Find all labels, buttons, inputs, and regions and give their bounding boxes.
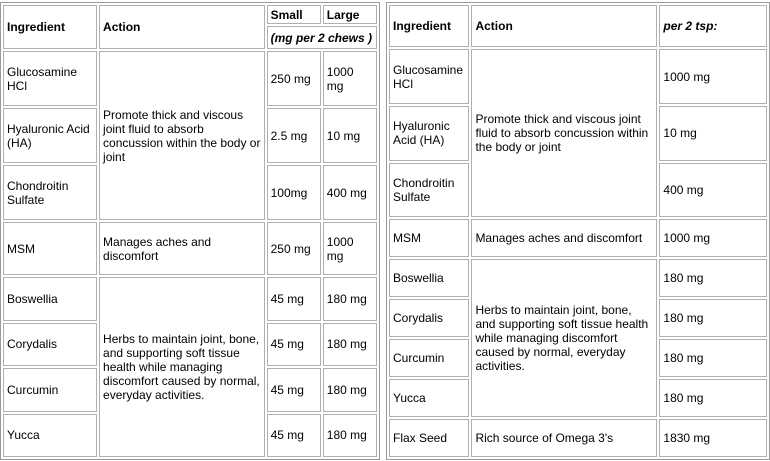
action-cell: Herbs to maintain joint, bone, and supporting soft tissue health while managing discomfort caused by normal, everyday activities. [99, 277, 265, 457]
header-action: Action [471, 5, 657, 47]
header-ingredient: Ingredient [389, 5, 469, 47]
dose-cell: 10 mg [659, 106, 767, 161]
ingredient-cell: Corydalis [389, 299, 469, 337]
ingredient-cell: Glucosamine HCl [389, 49, 469, 104]
ingredient-cell: MSM [3, 222, 97, 275]
header-dose-unit: (mg per 2 chews ) [267, 26, 377, 49]
ingredient-cell: MSM [389, 219, 469, 257]
ingredient-cell: Yucca [389, 379, 469, 417]
small-dose-cell: 100mg [267, 165, 321, 220]
table-row [389, 419, 767, 457]
small-dose-cell: 250 mg [267, 51, 321, 106]
action-cell: Manages aches and discomfort [99, 222, 265, 275]
header-action: Action [99, 5, 265, 49]
large-dose-cell: 180 mg [323, 368, 377, 411]
ingredient-cell: Flax Seed [389, 419, 469, 457]
table-row [389, 259, 767, 297]
table-row [3, 277, 377, 320]
table-row [389, 219, 767, 257]
ingredient-cell: Yucca [3, 414, 97, 457]
header-large: Large [323, 5, 377, 24]
header-row [389, 5, 767, 47]
ingredient-cell: Hyaluronic Acid (HA) [3, 108, 97, 163]
header-ingredient: Ingredient [3, 5, 97, 49]
ingredient-cell: Boswellia [389, 259, 469, 297]
large-dose-cell: 1000 mg [323, 222, 377, 275]
small-dose-cell: 2.5 mg [267, 108, 321, 163]
table-row [3, 51, 377, 106]
header-row [3, 5, 377, 24]
ingredient-cell: Chondroitin Sulfate [3, 165, 97, 220]
large-dose-cell: 10 mg [323, 108, 377, 163]
large-dose-cell: 180 mg [323, 323, 377, 366]
large-dose-cell: 180 mg [323, 277, 377, 320]
small-dose-cell: 45 mg [267, 368, 321, 411]
ingredient-cell: Glucosamine HCl [3, 51, 97, 106]
dose-cell: 180 mg [659, 299, 767, 337]
table-row [3, 222, 377, 275]
ingredient-cell: Chondroitin Sulfate [389, 163, 469, 218]
ingredient-cell: Curcumin [3, 368, 97, 411]
header-small: Small [267, 5, 321, 24]
action-cell: Promote thick and viscous joint fluid to absorb concussion within the body or joint [99, 51, 265, 220]
table-row [389, 49, 767, 104]
dose-cell: 400 mg [659, 163, 767, 218]
small-dose-cell: 45 mg [267, 414, 321, 457]
small-dose-cell: 250 mg [267, 222, 321, 275]
left-ingredient-table [0, 2, 380, 460]
action-cell: Rich source of Omega 3's [471, 419, 657, 457]
action-cell: Promote thick and viscous joint fluid to absorb concussion within the body or joint [471, 49, 657, 217]
large-dose-cell: 1000 mg [323, 51, 377, 106]
action-cell: Manages aches and discomfort [471, 219, 657, 257]
right-ingredient-table [386, 2, 770, 460]
small-dose-cell: 45 mg [267, 323, 321, 366]
header-dose: per 2 tsp: [659, 5, 767, 47]
ingredient-cell: Hyaluronic Acid (HA) [389, 106, 469, 161]
dose-cell: 1000 mg [659, 49, 767, 104]
large-dose-cell: 180 mg [323, 414, 377, 457]
large-dose-cell: 400 mg [323, 165, 377, 220]
dose-cell: 1830 mg [659, 419, 767, 457]
dose-cell: 180 mg [659, 379, 767, 417]
ingredient-cell: Boswellia [3, 277, 97, 320]
small-dose-cell: 45 mg [267, 277, 321, 320]
dose-cell: 180 mg [659, 259, 767, 297]
action-cell: Herbs to maintain joint, bone, and supporting soft tissue health while managing discomfort caused by normal, everyday activities. [471, 259, 657, 417]
ingredient-cell: Corydalis [3, 323, 97, 366]
ingredient-cell: Curcumin [389, 339, 469, 377]
dose-cell: 180 mg [659, 339, 767, 377]
dose-cell: 1000 mg [659, 219, 767, 257]
